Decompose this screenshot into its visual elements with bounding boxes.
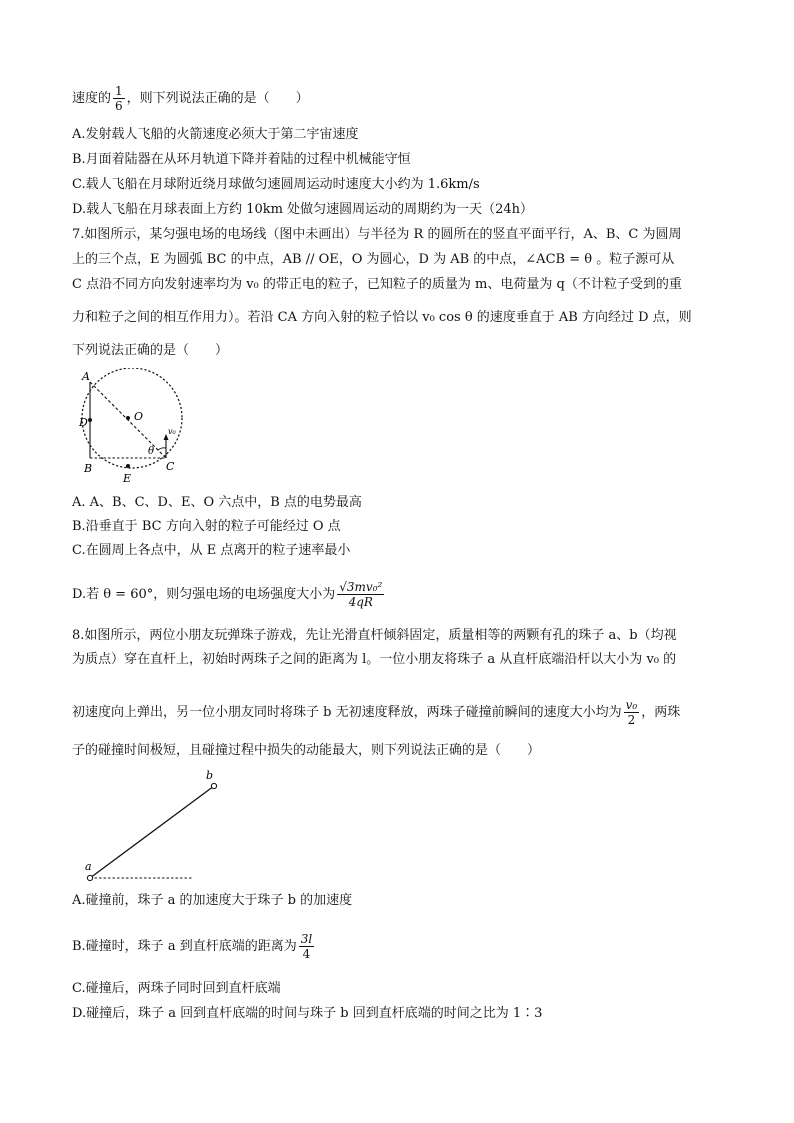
q8-stem-line-3-post: ，两珠 xyxy=(641,705,681,720)
q8-option-b xyxy=(72,932,316,961)
q7-option-a: A. A、B、C、D、E、O 六点中，B 点的电势最高 xyxy=(72,495,362,510)
q8-option-d: D.碰撞后，珠子 a 回到直杆底端的时间与珠子 b 回到直杆底端的时间之比为 1∶3 xyxy=(72,1006,543,1021)
q7-option-d xyxy=(72,580,386,609)
q8-bead-b xyxy=(211,783,216,788)
q7-circle xyxy=(82,368,182,468)
q7-label-d: D xyxy=(79,416,88,429)
q7-stem-line-4: 力和粒子之间的相互作用力）。若沿 CA 方向入射的粒子恰以 v₀ cos θ 的速度垂直于 AB 方向经过 D 点，则 xyxy=(72,310,692,325)
q6-stem xyxy=(72,84,309,113)
q8-option-a: A.碰撞前，珠子 a 的加速度大于珠子 b 的加速度 xyxy=(72,893,353,908)
q7-stem-line-1: 7.如图所示，某匀强电场的电场线（图中未画出）与半径为 R 的圆所在的竖直平面平行，A、B、C 为圆周 xyxy=(72,227,682,242)
q7-option-d-text: D.若 θ = 60°，则匀强电场的电场强度大小为 xyxy=(72,587,336,602)
q7-label-theta: θ xyxy=(148,446,155,457)
q7-option-b: B.沿垂直于 BC 方向入射的粒子可能经过 O 点 xyxy=(72,519,341,534)
q7-point-e xyxy=(126,464,130,468)
q8-frac-den: 2 xyxy=(627,713,636,727)
q7-stem-line-2: 上的三个点，E 为圆弧 BC 的中点，AB // OE，O 为圆心，D 为 AB 的中点，∠ACB = θ 。粒子源可从 xyxy=(72,252,675,267)
q7-label-a: A xyxy=(82,370,90,383)
q7-label-b: B xyxy=(84,462,93,475)
q8-stem-line-2: 为质点）穿在直杆上，初始时两珠子之间的距离为 l。一位小朋友将珠子 a 从直杆底端沿杆以大小为 v₀ 的 xyxy=(72,652,677,667)
q7-stem-line-5: 下列说法正确的是（ ） xyxy=(72,343,229,358)
q8-option-b-text: B.碰撞时，珠子 a 到直杆底端的距离为 xyxy=(72,939,297,954)
q7-option-c: C.在圆周上各点中，从 E 点离开的粒子速率最小 xyxy=(72,543,351,558)
q8-option-b-num: 3l xyxy=(300,932,313,946)
q8-option-c: C.碰撞后，两珠子同时回到直杆底端 xyxy=(72,981,281,996)
q8-bead-a xyxy=(87,875,92,880)
q8-stem-line-3-pre: 初速度向上弹出，另一位小朋友同时将珠子 b 无初速度释放，两珠子碰撞前瞬间的速度大小均为 xyxy=(72,705,622,720)
q7-point-d xyxy=(88,418,92,422)
q8-stem-line-3 xyxy=(72,698,680,727)
q8-label-b: b xyxy=(206,769,214,782)
q8-stem-fraction xyxy=(624,698,640,727)
q7-option-d-den: 4qR xyxy=(348,595,373,609)
q7-label-o: O xyxy=(134,410,144,423)
q6-option-a: A.发射载人飞船的火箭速度必须大于第二宇宙速度 xyxy=(72,127,359,142)
q7-label-v0: v₀ xyxy=(168,427,176,436)
q8-stem-line-1: 8.如图所示，两位小朋友玩弹珠子游戏，先让光滑直杆倾斜固定，质量相等的两颗有孔的珠子 a、b（均视 xyxy=(72,628,677,643)
q6-frac-den: 6 xyxy=(115,99,123,113)
q8-rod-figure xyxy=(80,768,230,886)
q8-label-a: a xyxy=(85,860,92,873)
q6-frac-num: 1 xyxy=(115,84,123,98)
q7-option-d-fraction xyxy=(337,580,384,609)
q8-rod xyxy=(90,786,214,878)
q7-angle-arc xyxy=(158,448,166,450)
q8-option-b-fraction xyxy=(299,932,314,961)
q6-stem-post: ，则下列说法正确的是（ ） xyxy=(126,91,309,106)
q6-fraction xyxy=(113,84,125,113)
q6-stem-pre: 速度的 xyxy=(72,91,112,106)
q8-option-b-den: 4 xyxy=(302,947,311,961)
q7-circle-figure xyxy=(78,368,198,486)
q7-point-o xyxy=(126,416,130,420)
q6-option-d: D.载人飞船在月球表面上方约 10km 处做匀速圆周运动的周期约为一天（24h） xyxy=(72,202,534,217)
q7-label-c: C xyxy=(166,460,175,473)
q7-stem-line-3: C 点沿不同方向发射速率均为 v₀ 的带正电的粒子，已知粒子的质量为 m、电荷量为 q（不计粒子受到的重 xyxy=(72,277,682,292)
q8-stem-line-4: 子的碰撞时间极短，且碰撞过程中损失的动能最大，则下列说法正确的是（ ） xyxy=(72,743,541,758)
q6-option-b: B.月面着陆器在从环月轨道下降并着陆的过程中机械能守恒 xyxy=(72,152,411,167)
q8-frac-num: v₀ xyxy=(625,698,638,712)
q6-option-c: C.载人飞船在月球附近绕月球做匀速圆周运动时速度大小约为 1.6km/s xyxy=(72,177,480,192)
q7-label-e: E xyxy=(123,472,132,485)
q7-option-d-num: √3mv₀² xyxy=(339,580,383,594)
